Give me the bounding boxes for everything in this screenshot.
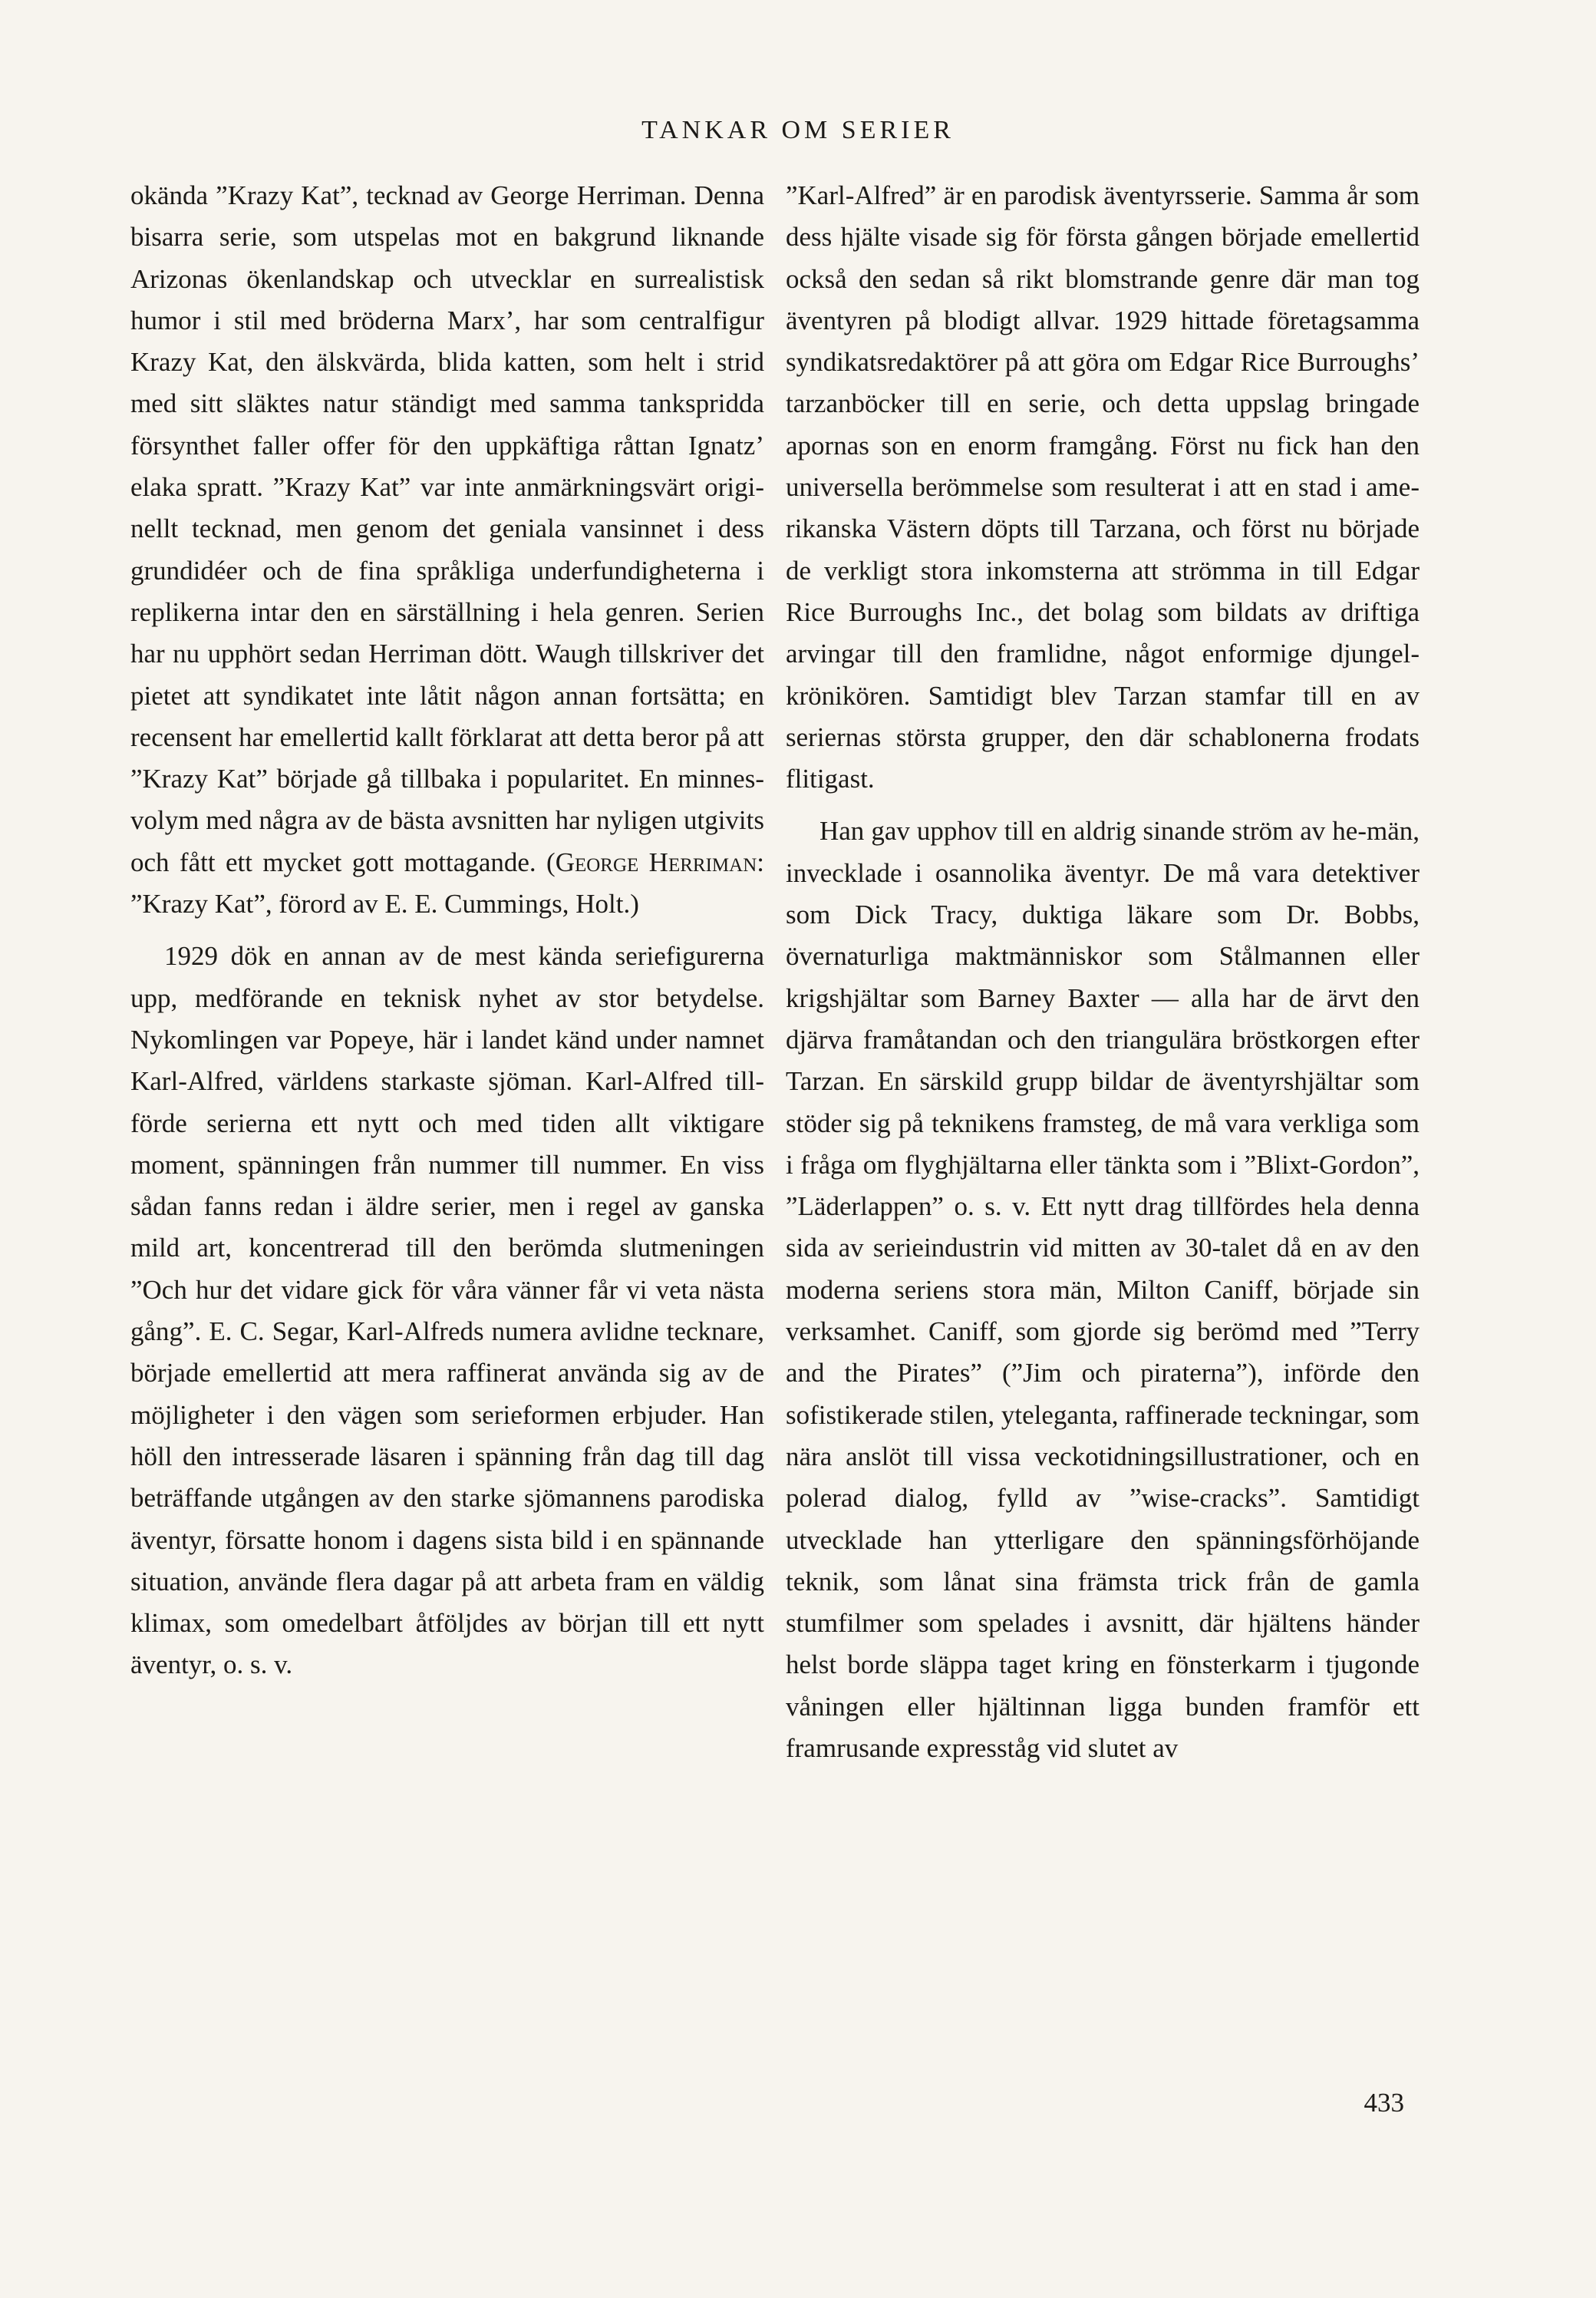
paragraph-text: okända ”Krazy Kat”, tecknad av George Herriman. Denna bisarra serie, som utspelas mot en bakgrund liknande Arizonas ökenlandskap och utvecklar en surrealistisk humor i stil med bröderna Marx’, har som centralfigur Krazy Kat, den älskvärda, blida katten, som helt i strid med sitt släktes natur ständigt med samma tankspridda försynthet faller offer för den uppkäftiga råttan Ignatz’ elaka spratt. ”Krazy Kat” var inte anmärkningsvärt originellt tecknad, men genom det geniala vansinnet i dess grundidéer och de fina språkliga underfundigheterna i replikerna intar den en särställning i hela genren. Serien har nu upphört sedan Herriman dött. Waugh tillskriver det pietet att syndikatet inte låtit någon annan fortsätta; en recensent har emellertid kallt förklarat att detta beror på att ”Krazy Kat” började gå tillbaka i popularitet. En minnesvolym med några av de bästa avsnitten har nyligen utgivits och fått ett mycket gott mottagande. ( [130, 180, 764, 877]
running-title: TANKAR OM SERIER [641, 116, 955, 144]
paragraph: ”Karl-Alfred” är en parodisk äventyrsserie. Samma år som dess hjälte visade sig för första gången började emellertid också den sedan så rikt blomstrande genre där man tog äventyren på blodigt allvar. 1929 hittade företagsamma syndikatsredaktörer på att göra om Edgar Rice Burroughs’ tarzanböcker till en serie, och detta uppslag bringade apornas son en enorm framgång. Först nu fick han den universella berömmelse som resulterat i att en stad i amerikanska Västern döpts till Tarzana, och först nu började de verkligt stora inkomsterna att strömma in till Edgar Rice Burroughs Inc., det bolag som bildats av driftiga arvingar till den framlidne, något enformige djungelkrönikören. Samtidigt blev Tarzan stamfar till en av seriernas största grupper, den där schablonerna frodats flitigast. [786, 180, 1420, 794]
paragraph-text: : ”Krazy Kat”, förord av E. E. Cummings, Holt.) [130, 847, 764, 920]
paragraph: Han gav upphov till en aldrig sinande ström av he-män, invecklade i osannolika äventyr. De må vara detektiver som Dick Tracy, duktiga läkare som Dr. Bobbs, övernaturliga maktmänniskor som Stålmannen eller krigshjältar som Barney Baxter — alla har de ärvt den djärva framåtandan och den triangulära bröstkorgen efter Tarzan. En särskild grupp bildar de äventyrshjältar som stöder sig på teknikens framsteg, de må vara verkliga som i fråga om flyghjältarna eller tänkta som i ”Blixt-Gordon”, ”Läderlappen” o. s. v. Ett nytt drag tillfördes hela denna sida av serieindustrin vid mitten av 30-talet då en av den moderna seriens stora män, Milton Caniff, började sin verksamhet. Caniff, som gjorde sig berömd med ”Terry and the Pirates” (”Jim och piraterna”), införde den sofistikerade stilen, yteleganta, raffinerade teckningar, som nära anslöt till vissa veckotidningsillustrationer, och en polerad dialog, fylld av ”wise-cracks”. Samtidigt utvecklade han ytterligare den spänningsförhöjande teknik, som lånat sina främsta trick från de gamla stumfilmer som spelades i avsnitt, där hjältens händer helst borde släppa taget kring en fönsterkarm i tjugonde våningen eller hjältinnan ligga bunden framför ett framrusande expresståg vid slutet av [786, 816, 1420, 1763]
right-column [786, 175, 1420, 1769]
paragraph: 1929 dök en annan av de mest kända seriefigurerna upp, medförande en teknisk nyhet av stor betydelse. Nykomlingen var Popeye, här i landet känd under namnet Karl-Alfred, världens starkaste sjöman. Karl-Alfred tillförde serierna ett nytt och med tiden allt viktigare moment, spänningen från nummer till nummer. En viss sådan fanns redan i äldre serier, men i regel av ganska mild art, koncentrerad till den berömda slutmeningen ”Och hur det vidare gick för våra vänner får vi veta nästa gång”. E. C. Segar, Karl-Alfreds numera avlidne tecknare, började emellertid att mera raffinerat använda sig av de möjligheter i den vägen som serieformen erbjuder. Han höll den intresserade läsaren i spänning från dag till dag beträffande utgången av den starke sjömannens parodiska äventyr, försatte honom i dagens sista bild i en spännande situation, använde flera dagar på att arbeta fram en väldig klimax, som omedelbart åtföljdes av början till ett nytt äventyr, o. s. v. [130, 941, 764, 1680]
left-column [130, 175, 764, 1686]
paragraph [130, 175, 764, 925]
page-number: 433 [1364, 2088, 1404, 2118]
author-name-small-caps: George Herriman [555, 847, 757, 877]
